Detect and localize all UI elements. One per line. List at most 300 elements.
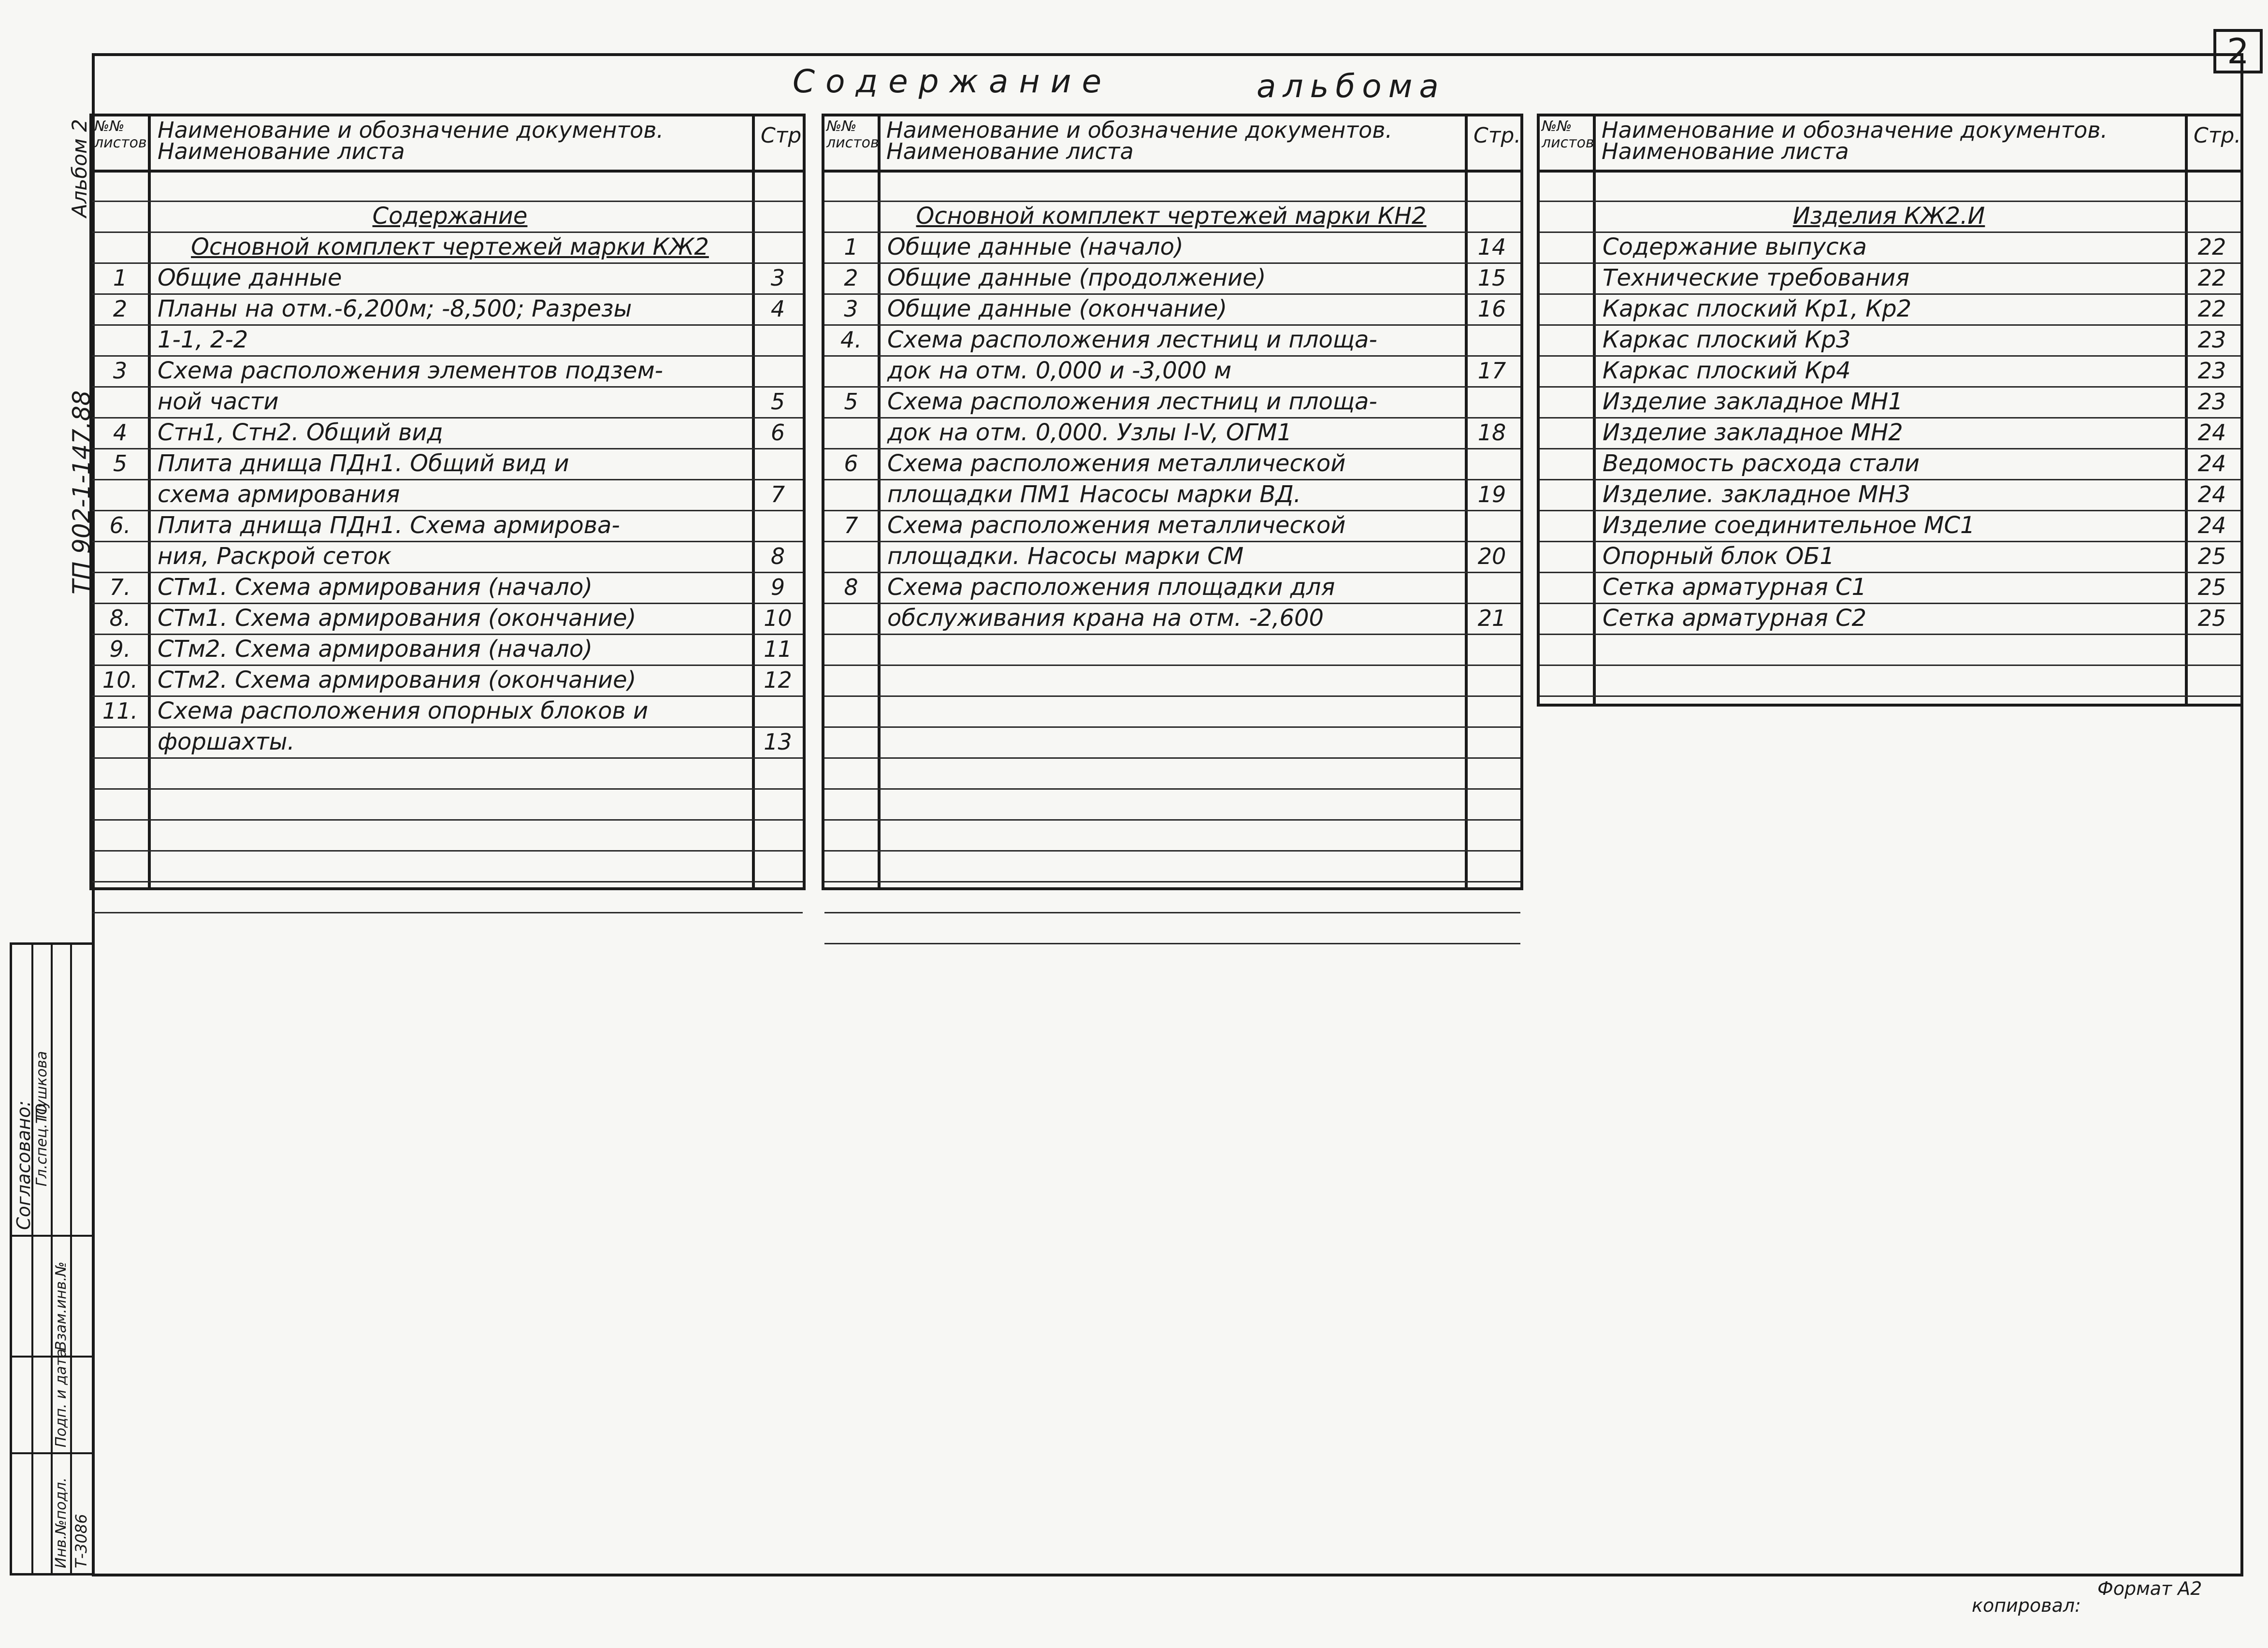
row-page: 22 <box>2197 265 2226 291</box>
row-number <box>1540 510 1593 541</box>
table-row <box>824 541 1520 573</box>
row-number: 8 <box>844 574 858 600</box>
row-number: 6. <box>109 512 131 538</box>
header-name <box>1597 116 2186 170</box>
header-name-line1: Наименование и обозначение документов. <box>158 117 664 143</box>
table-row <box>824 170 1520 202</box>
header-name-line1: Наименование и обозначение документов. <box>1602 117 2108 143</box>
row-title: Сетка арматурная С1 <box>1603 574 1866 601</box>
row-number: 1 <box>113 265 128 291</box>
table-row <box>92 355 803 388</box>
stamp-dept: Гл.спец.ТО <box>33 1103 50 1186</box>
table-row <box>92 324 803 357</box>
table-row <box>1540 201 2240 233</box>
row-page <box>1468 634 1516 665</box>
table-row <box>1540 386 2240 419</box>
row-page <box>1468 850 1516 881</box>
row-page <box>1468 324 1516 355</box>
row-number: 4. <box>840 327 862 353</box>
row-page <box>755 324 801 355</box>
table-row <box>1540 355 2240 388</box>
row-number <box>824 726 878 757</box>
table-row <box>1540 541 2240 573</box>
row-title: Изделие. закладное МН3 <box>1603 481 1910 508</box>
row-title <box>152 881 754 912</box>
row-number: 4 <box>113 419 128 446</box>
row-title <box>881 850 1467 881</box>
row-title: Каркас плоский Кр4 <box>1603 357 1851 384</box>
table-row <box>824 417 1520 449</box>
header-num: №№ листов <box>826 118 879 151</box>
table-row <box>1540 293 2240 326</box>
row-number <box>824 603 878 634</box>
row-number <box>824 541 878 572</box>
table-row <box>92 881 803 913</box>
row-number <box>1540 634 1593 665</box>
row-number <box>1540 324 1593 355</box>
row-number <box>824 850 878 881</box>
section-heading: Основной комплект чертежей марки КН2 <box>916 202 1427 230</box>
row-number: 5 <box>844 389 858 415</box>
row-number: 3 <box>113 358 128 384</box>
row-number: 2 <box>844 265 858 291</box>
header-page: Стр. <box>2194 123 2241 148</box>
row-page: 17 <box>1477 358 1506 384</box>
side-document-code: ТП 902-1-147.88 <box>68 390 96 594</box>
row-title: Плита днища ПДн1. Схема армирова- <box>158 512 620 539</box>
row-page <box>755 355 801 386</box>
row-title: 1-1, 2-2 <box>158 326 248 353</box>
row-title <box>881 695 1467 726</box>
row-number <box>824 819 878 850</box>
table-row <box>92 170 803 202</box>
table-row <box>1540 603 2240 635</box>
table-row <box>92 479 803 511</box>
row-page <box>1468 726 1516 757</box>
table-row <box>1540 572 2240 604</box>
album-title: Содержание <box>793 63 1112 100</box>
table-row <box>1540 479 2240 511</box>
row-number: 7 <box>844 512 858 538</box>
table-row <box>824 201 1520 233</box>
header-page: Стр. <box>1473 123 1521 148</box>
row-number: 11. <box>102 698 138 724</box>
row-title: Общие данные (окончание) <box>887 295 1228 322</box>
row-title: СТм1. Схема армирования (начало) <box>158 574 593 601</box>
row-page: 11 <box>764 636 792 662</box>
row-title: Каркас плоский Кр3 <box>1603 326 1851 353</box>
row-number <box>92 201 148 231</box>
row-page <box>1468 881 1516 912</box>
row-number: 5 <box>113 450 128 477</box>
row-page <box>1468 448 1516 479</box>
row-page: 25 <box>2197 543 2226 569</box>
table-row <box>1540 448 2240 480</box>
table-row <box>92 201 803 233</box>
table-row <box>824 726 1520 759</box>
table-header <box>824 116 1520 173</box>
contents-table-3 <box>1537 114 2243 707</box>
header-name-line1: Наименование и обозначение документов. <box>886 117 1393 143</box>
table-row <box>92 541 803 573</box>
header-name <box>881 116 1471 170</box>
table-row <box>92 695 803 728</box>
row-title <box>152 170 754 201</box>
table-row <box>1540 231 2240 264</box>
row-title <box>152 850 754 881</box>
header-num: №№ листов <box>1542 118 1594 151</box>
row-page: 25 <box>2197 605 2226 631</box>
table-row <box>1540 510 2240 542</box>
row-title <box>881 881 1467 912</box>
table-row <box>824 695 1520 728</box>
row-title: ной части <box>158 388 279 415</box>
row-title: Схема расположения лестниц и площа- <box>887 326 1377 353</box>
row-page <box>1468 819 1516 850</box>
stamp-inv-value: Т-3086 <box>72 1514 90 1568</box>
row-page <box>755 231 801 262</box>
row-page: 13 <box>764 729 792 755</box>
row-title: Изделие закладное МН2 <box>1603 419 1903 446</box>
row-number: 8. <box>109 605 131 631</box>
row-number <box>92 788 148 819</box>
table-header <box>92 116 809 173</box>
row-number <box>824 201 878 231</box>
row-page <box>1468 665 1516 695</box>
row-number <box>824 417 878 448</box>
table-row <box>1540 417 2240 449</box>
side-album-label: Альбом 2 <box>68 119 91 217</box>
table-row <box>92 417 803 449</box>
row-page <box>755 170 801 201</box>
row-title: Схема расположения металлической <box>887 512 1346 539</box>
row-title: Схема расположения элементов подзем- <box>158 357 663 384</box>
table-row <box>1540 324 2240 357</box>
row-number <box>1540 231 1593 262</box>
row-page: 8 <box>770 543 785 569</box>
row-title: форшахты. <box>158 728 295 755</box>
section-heading: Основной комплект чертежей марки КЖ2 <box>191 233 709 260</box>
row-title <box>152 757 754 788</box>
row-title: Технические требования <box>1603 264 1910 291</box>
stamp-inv-replace: Взам.инв.№ <box>53 1261 70 1351</box>
table-row <box>824 881 1520 913</box>
row-title <box>881 634 1467 665</box>
row-title: Общие данные (продолжение) <box>887 264 1266 291</box>
stamp-agreed: Согласовано: <box>13 1100 34 1230</box>
row-page: 25 <box>2197 574 2226 600</box>
row-title: Каркас плоский Кр1, Кр2 <box>1603 295 1912 322</box>
row-title: док на отм. 0,000 и -3,000 м <box>887 357 1232 384</box>
row-page <box>1468 201 1516 231</box>
table-row <box>824 262 1520 295</box>
row-title: док на отм. 0,000. Узлы I-V, ОГМ1 <box>887 419 1292 446</box>
table-row <box>824 324 1520 357</box>
header-name-line2: Наименование листа <box>158 138 405 164</box>
row-title: Планы на отм.-6,200м; -8,500; Разрезы <box>158 295 632 322</box>
row-title <box>881 912 1467 943</box>
row-title: Плита днища ПДн1. Общий вид и <box>158 450 569 477</box>
row-title <box>152 788 754 819</box>
row-title: схема армирования <box>158 481 400 508</box>
row-number <box>1540 572 1593 603</box>
contents-table-2 <box>822 114 1523 890</box>
row-page: 23 <box>2197 358 2226 384</box>
table-row <box>1540 665 2240 697</box>
row-page <box>2188 665 2236 695</box>
row-page <box>2188 201 2236 231</box>
row-page: 21 <box>1477 605 1506 631</box>
row-title <box>152 819 754 850</box>
row-number <box>92 479 148 510</box>
row-page: 7 <box>770 481 785 507</box>
table-row <box>824 757 1520 790</box>
table-row <box>824 912 1520 944</box>
row-number <box>92 541 148 572</box>
table-row <box>824 788 1520 821</box>
row-number <box>92 324 148 355</box>
row-page: 9 <box>770 574 785 600</box>
table-header <box>1540 116 2240 173</box>
table-row <box>92 293 803 326</box>
stamp-signature: Пушкова <box>33 1051 50 1119</box>
table-row <box>92 665 803 697</box>
row-page: 24 <box>2197 419 2226 446</box>
row-title: Опорный блок ОБ1 <box>1603 543 1835 570</box>
row-number <box>1540 665 1593 695</box>
row-number <box>1540 448 1593 479</box>
row-number <box>1540 417 1593 448</box>
row-number <box>92 726 148 757</box>
row-number <box>1540 386 1593 417</box>
table-row <box>92 726 803 759</box>
row-number <box>92 881 148 912</box>
table-row <box>824 634 1520 666</box>
row-title: Схема расположения опорных блоков и <box>158 697 649 724</box>
table-row <box>92 448 803 480</box>
row-title: Сетка арматурная С2 <box>1603 605 1866 632</box>
row-page <box>1468 572 1516 603</box>
table-row <box>824 231 1520 264</box>
row-title: СТм2. Схема армирования (начало) <box>158 636 593 663</box>
row-number: 1 <box>844 234 858 260</box>
row-number <box>1540 262 1593 293</box>
row-number <box>824 912 878 943</box>
row-page: 20 <box>1477 543 1506 569</box>
row-number <box>92 819 148 850</box>
row-title: Схема расположения металлической <box>887 450 1346 477</box>
table-row <box>824 665 1520 697</box>
table-row <box>824 479 1520 511</box>
table-row <box>824 293 1520 326</box>
header-page: Стр. <box>761 123 809 148</box>
album-title-2: альбома <box>1257 68 1445 105</box>
table-row <box>92 634 803 666</box>
table-row <box>1540 170 2240 202</box>
row-title: Схема расположения лестниц и площа- <box>887 388 1377 415</box>
row-number <box>1540 479 1593 510</box>
row-number <box>92 386 148 417</box>
section-heading: Изделия КЖ2.И <box>1792 202 1985 230</box>
row-number <box>1540 355 1593 386</box>
stamp-inv-original: Инв.№подл. <box>53 1477 70 1568</box>
row-title: Изделие соединительное МС1 <box>1603 512 1975 539</box>
header-num: №№ листов <box>94 118 147 151</box>
row-number <box>824 665 878 695</box>
row-page: 10 <box>764 605 792 631</box>
table-row <box>92 757 803 790</box>
row-number: 9. <box>109 636 131 662</box>
row-title <box>881 757 1467 788</box>
footer-format: Формат А2 <box>2097 1578 2202 1599</box>
row-page: 23 <box>2197 327 2226 353</box>
row-page: 5 <box>770 389 785 415</box>
row-title <box>1597 170 2187 201</box>
row-page <box>1468 788 1516 819</box>
approval-stamp <box>10 942 94 1576</box>
row-number <box>92 850 148 881</box>
table-row <box>92 231 803 264</box>
table-row <box>92 510 803 542</box>
row-number <box>824 757 878 788</box>
row-number <box>824 881 878 912</box>
row-page: 14 <box>1477 234 1506 260</box>
row-title: Содержание выпуска <box>1603 233 1867 260</box>
row-page <box>2188 634 2236 665</box>
row-page: 19 <box>1477 481 1506 507</box>
row-title <box>1597 665 2187 695</box>
row-number <box>824 695 878 726</box>
row-number <box>824 355 878 386</box>
table-row <box>92 386 803 419</box>
section-heading: Содержание <box>372 202 528 230</box>
row-page: 24 <box>2197 450 2226 477</box>
table-row <box>824 603 1520 635</box>
header-name-line2: Наименование листа <box>886 138 1134 164</box>
table-row <box>824 510 1520 542</box>
row-number: 10. <box>102 667 138 693</box>
row-page <box>755 201 801 231</box>
row-title <box>881 819 1467 850</box>
table-row <box>824 386 1520 419</box>
row-page: 24 <box>2197 481 2226 507</box>
table-row <box>1540 262 2240 295</box>
row-title <box>881 665 1467 695</box>
row-title: Ведомость расхода стали <box>1603 450 1920 477</box>
row-number <box>92 757 148 788</box>
table-row <box>92 262 803 295</box>
row-title: Схема расположения площадки для <box>887 574 1335 601</box>
row-number <box>92 231 148 262</box>
row-title <box>1597 634 2187 665</box>
row-number <box>1540 603 1593 634</box>
row-number: 3 <box>844 296 858 322</box>
row-number <box>824 634 878 665</box>
row-page: 3 <box>770 265 785 291</box>
row-page <box>1468 510 1516 541</box>
row-title: Общие данные <box>158 264 342 291</box>
table-row <box>92 819 803 852</box>
row-page: 4 <box>770 296 785 322</box>
row-page: 16 <box>1477 296 1506 322</box>
table-row <box>92 788 803 821</box>
header-name <box>153 116 742 170</box>
row-page <box>1468 386 1516 417</box>
contents-table-1 <box>89 114 809 890</box>
table-row <box>824 448 1520 480</box>
row-page: 18 <box>1477 419 1506 446</box>
row-page <box>755 757 801 788</box>
row-page <box>755 881 801 912</box>
row-title: Стн1, Стн2. Общий вид <box>158 419 443 446</box>
row-title <box>881 170 1467 201</box>
row-page <box>1468 170 1516 201</box>
stamp-sign-date: Подп. и дата <box>53 1348 70 1447</box>
row-number <box>1540 201 1593 231</box>
row-title: Общие данные (начало) <box>887 233 1184 260</box>
table-row <box>824 572 1520 604</box>
row-title: обслуживания крана на отм. -2,600 <box>887 605 1324 632</box>
table-row <box>1540 634 2240 666</box>
row-title: Изделие закладное МН1 <box>1603 388 1903 415</box>
row-page: 23 <box>2197 389 2226 415</box>
row-page <box>755 448 801 479</box>
row-number: 6 <box>844 450 858 477</box>
row-title: площадки. Насосы марки СМ <box>887 543 1244 570</box>
row-page: 22 <box>2197 296 2226 322</box>
row-number <box>1540 293 1593 324</box>
row-number <box>1540 541 1593 572</box>
table-row <box>92 572 803 604</box>
row-page <box>1468 912 1516 943</box>
table-row <box>824 355 1520 388</box>
row-page <box>755 850 801 881</box>
header-name-line2: Наименование листа <box>1602 138 1849 164</box>
row-page: 15 <box>1477 265 1506 291</box>
row-number <box>824 170 878 201</box>
row-title <box>881 788 1467 819</box>
row-title: СТм2. Схема армирования (окончание) <box>158 666 636 694</box>
table-row <box>824 819 1520 852</box>
row-number: 2 <box>113 296 128 322</box>
page-number: 2 <box>2213 29 2263 73</box>
row-title <box>881 726 1467 757</box>
footer-copied: копировал: <box>1972 1595 2081 1616</box>
row-page: 24 <box>2197 512 2226 538</box>
row-title: ния, Раскрой сеток <box>158 543 392 570</box>
row-page <box>755 510 801 541</box>
row-title: площадки ПМ1 Насосы марки ВД. <box>887 481 1301 508</box>
table-row <box>92 603 803 635</box>
row-page <box>1468 757 1516 788</box>
table-row <box>824 850 1520 882</box>
row-page: 22 <box>2197 234 2226 260</box>
row-number <box>824 788 878 819</box>
row-page <box>755 819 801 850</box>
table-row <box>92 850 803 882</box>
row-page <box>1468 695 1516 726</box>
row-number <box>1540 170 1593 201</box>
row-number: 7. <box>109 574 131 600</box>
row-title: СТм1. Схема армирования (окончание) <box>158 605 636 632</box>
row-page: 12 <box>764 667 792 693</box>
row-page <box>755 788 801 819</box>
row-page <box>755 695 801 726</box>
row-page: 6 <box>770 419 785 446</box>
row-page <box>2188 170 2236 201</box>
row-number <box>92 170 148 201</box>
row-number <box>824 479 878 510</box>
